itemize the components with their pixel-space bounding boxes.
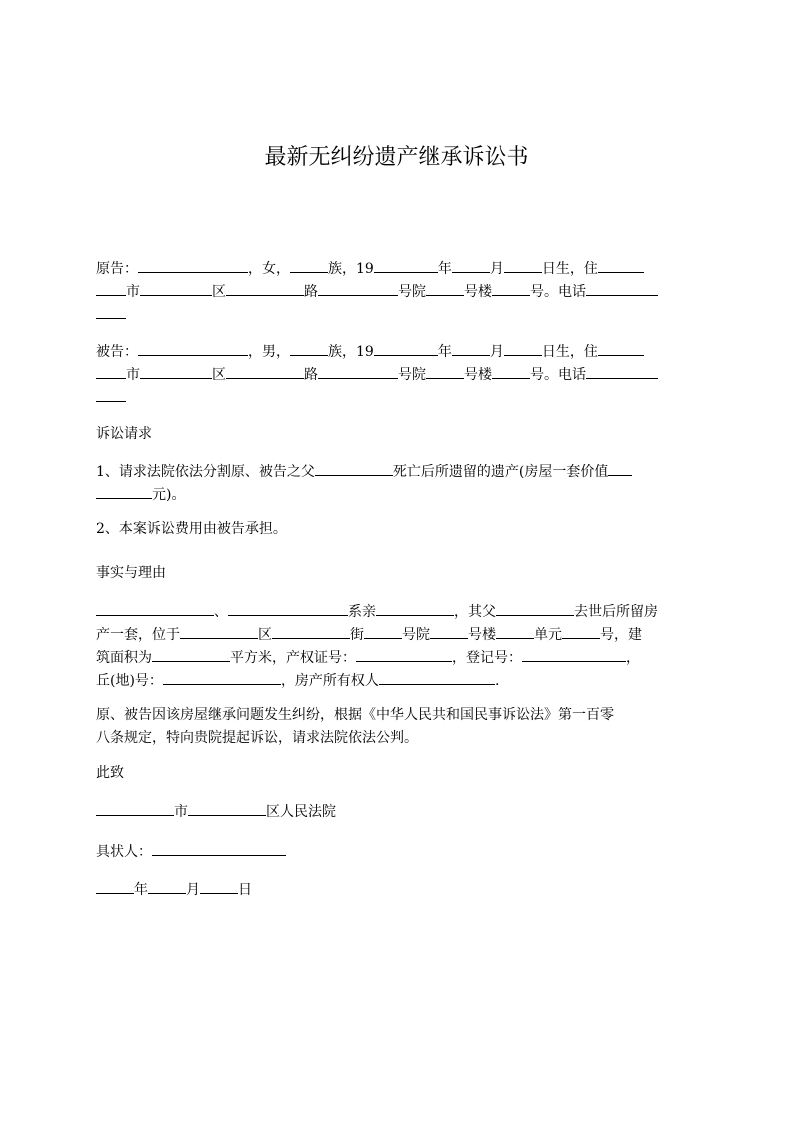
defendant-building-field[interactable] (426, 363, 464, 379)
facts-district-label: 区 (258, 627, 272, 643)
defendant-year-label: 年 (437, 344, 452, 360)
defendant-city-label: 市 (126, 367, 140, 383)
reason-line-1: 原、被告因该房屋继承问题发生纠纷，根据《中华人民共和国民事诉讼法》第一百零 (96, 707, 614, 723)
plaintiff-phone-label: 号。电话 (530, 284, 586, 300)
father-name-field[interactable] (315, 460, 393, 476)
facts-building-label: 号楼 (468, 627, 496, 643)
facts-heading: 事实与理由 (96, 565, 166, 581)
location-city-field[interactable] (180, 623, 258, 639)
defendant-line-3 (96, 386, 698, 409)
plaintiff-district-field[interactable] (140, 280, 212, 296)
facts-separator: 、 (214, 604, 228, 620)
party-a-field[interactable] (96, 600, 214, 616)
defendant-line-2 (96, 363, 698, 386)
facts-line-3 (96, 646, 698, 669)
reason-line-2: 八条规定，特向贵院提起诉讼，请求法院依法公判。 (96, 730, 418, 746)
court-block (96, 800, 698, 823)
plaintiff-name-field[interactable] (138, 257, 248, 273)
facts-line-3-end: ， (626, 650, 640, 666)
facts-unit-label: 单元 (534, 627, 562, 643)
party-b-field[interactable] (228, 600, 348, 616)
lot-no-field[interactable] (163, 669, 281, 685)
claims-heading-block (96, 423, 698, 446)
signer-line (96, 840, 698, 863)
defendant-district-field[interactable] (140, 363, 212, 379)
location-street-field[interactable] (364, 623, 402, 639)
location-yard-field[interactable] (430, 623, 468, 639)
plaintiff-address-field[interactable] (598, 257, 644, 273)
defendant-address-cont-field[interactable] (96, 363, 126, 379)
plaintiff-district-label: 区 (212, 284, 226, 300)
plaintiff-section (96, 257, 698, 326)
facts-father-label: ，其父 (454, 604, 496, 620)
claim-1-line-2 (96, 483, 698, 506)
signer-label: 具状人： (96, 844, 152, 860)
property-owner-field[interactable] (379, 669, 495, 685)
plaintiff-birth-label: 日生，住 (541, 261, 598, 277)
plaintiff-line-3 (96, 303, 698, 326)
facts-line-4 (96, 669, 698, 692)
plaintiff-ethnic-label: 族， (328, 261, 356, 277)
floor-area-field[interactable] (152, 646, 230, 662)
location-unit-field[interactable] (562, 623, 600, 639)
defendant-month-label: 月 (489, 344, 504, 360)
claim-1-text-a: 1、请求法院依法分割原、被告之父 (96, 464, 315, 480)
defendant-birth-label: 日生，住 (541, 344, 598, 360)
plaintiff-room-field[interactable] (492, 280, 530, 296)
defendant-address-field[interactable] (598, 340, 644, 356)
facts-father-field[interactable] (496, 600, 574, 616)
facts-reg-label: ，登记号： (452, 650, 522, 666)
plaintiff-line-1 (96, 257, 698, 280)
location-district-field[interactable] (272, 623, 350, 639)
relation-field[interactable] (376, 600, 454, 616)
facts-street-label: 街 (350, 627, 364, 643)
defendant-road-field[interactable] (226, 363, 304, 379)
plaintiff-month-label: 月 (489, 261, 504, 277)
facts-relation-label: 系亲 (348, 604, 376, 620)
facts-lot-label: 丘(地)号： (96, 673, 163, 689)
defendant-birth-day-field[interactable] (504, 340, 542, 356)
defendant-birth-month-field[interactable] (452, 340, 490, 356)
defendant-phone-label: 号。电话 (530, 367, 586, 383)
plaintiff-birth-day-field[interactable] (504, 257, 542, 273)
defendant-name-field[interactable] (138, 340, 248, 356)
plaintiff-road-field[interactable] (226, 280, 304, 296)
court-city-label: 市 (174, 804, 188, 820)
facts-sqm-label: 平方米，产权证号： (230, 650, 356, 666)
date-block (96, 878, 698, 901)
plaintiff-birth-year-field[interactable] (374, 257, 438, 273)
facts-yard-label: 号院 (402, 627, 430, 643)
court-district-field[interactable] (188, 800, 266, 816)
claim-1-text-b: 死亡后所遗留的遗产(房屋一套价值 (392, 464, 609, 480)
claim-1-block (96, 460, 698, 506)
date-month-field[interactable] (148, 878, 186, 894)
claim-1-text-c: 元)。 (152, 487, 186, 503)
claim-1-line-1 (96, 460, 698, 483)
date-day-field[interactable] (200, 878, 238, 894)
defendant-yard-label: 号院 (398, 367, 426, 383)
date-line (96, 878, 698, 901)
facts-after-label: 去世后所留房 (574, 604, 658, 620)
facts-location-label: 产一套，位于 (96, 627, 180, 643)
plaintiff-road-label: 路 (304, 284, 318, 300)
plaintiff-building-label: 号楼 (464, 284, 492, 300)
defendant-road-label: 路 (304, 367, 318, 383)
facts-owner-label: ，房产所有权人 (280, 673, 379, 689)
claim-2-block (96, 518, 698, 541)
defendant-ethnicity-field[interactable] (290, 340, 328, 356)
facts-heading-block (96, 562, 698, 585)
defendant-gender: ，男， (248, 344, 290, 360)
plaintiff-yard-label: 号院 (398, 284, 426, 300)
facts-line-2 (96, 623, 698, 646)
facts-block (96, 600, 698, 692)
facts-line-4-end: . (494, 673, 500, 689)
facts-number-label: 号，建 (600, 627, 642, 643)
defendant-section (96, 340, 698, 409)
defendant-line-1 (96, 340, 698, 363)
facts-area-label: 筑面积为 (96, 650, 152, 666)
registration-no-field[interactable] (522, 646, 626, 662)
house-value-field[interactable] (608, 460, 632, 476)
plaintiff-address-cont-field[interactable] (96, 280, 126, 296)
claims-heading: 诉讼请求 (96, 426, 152, 442)
plaintiff-birth-month-field[interactable] (452, 257, 490, 273)
plaintiff-phone-field[interactable] (586, 280, 658, 296)
signer-field[interactable] (152, 840, 286, 856)
defendant-phone-field[interactable] (586, 363, 658, 379)
document-title: 最新无纠纷遗产继承诉讼书 (264, 145, 529, 170)
facts-line-1 (96, 600, 698, 623)
date-month-label: 月 (186, 882, 200, 898)
defendant-phone-cont-field[interactable] (96, 386, 126, 402)
closing-to: 此致 (96, 765, 124, 781)
defendant-building-label: 号楼 (464, 367, 492, 383)
location-building-field[interactable] (496, 623, 534, 639)
signer-block (96, 840, 698, 863)
plaintiff-year-prefix: 19 (356, 261, 374, 277)
plaintiff-yard-field[interactable] (318, 280, 398, 296)
defendant-yard-field[interactable] (318, 363, 398, 379)
court-city-field[interactable] (96, 800, 174, 816)
date-year-label: 年 (134, 882, 148, 898)
plaintiff-gender: ，女， (248, 261, 290, 277)
reason-block (96, 704, 698, 750)
court-name-label: 区人民法院 (266, 804, 336, 820)
house-value-cont-field[interactable] (96, 483, 152, 499)
claim-2-text: 2、本案诉讼费用由被告承担。 (96, 521, 287, 537)
date-year-field[interactable] (96, 878, 134, 894)
defendant-district-label: 区 (212, 367, 226, 383)
date-day-label: 日 (238, 882, 252, 898)
plaintiff-label: 原告： (96, 261, 138, 277)
plaintiff-city-label: 市 (126, 284, 140, 300)
closing-to-block (96, 762, 698, 785)
defendant-label: 被告： (96, 344, 138, 360)
plaintiff-phone-cont-field[interactable] (96, 303, 126, 319)
court-line (96, 800, 698, 823)
plaintiff-ethnicity-field[interactable] (290, 257, 328, 273)
defendant-room-field[interactable] (492, 363, 530, 379)
plaintiff-year-label: 年 (437, 261, 452, 277)
defendant-ethnic-label: 族， (328, 344, 356, 360)
plaintiff-building-field[interactable] (426, 280, 464, 296)
defendant-birth-year-field[interactable] (374, 340, 438, 356)
property-cert-field[interactable] (356, 646, 452, 662)
plaintiff-line-2 (96, 280, 698, 303)
defendant-year-prefix: 19 (356, 344, 374, 360)
